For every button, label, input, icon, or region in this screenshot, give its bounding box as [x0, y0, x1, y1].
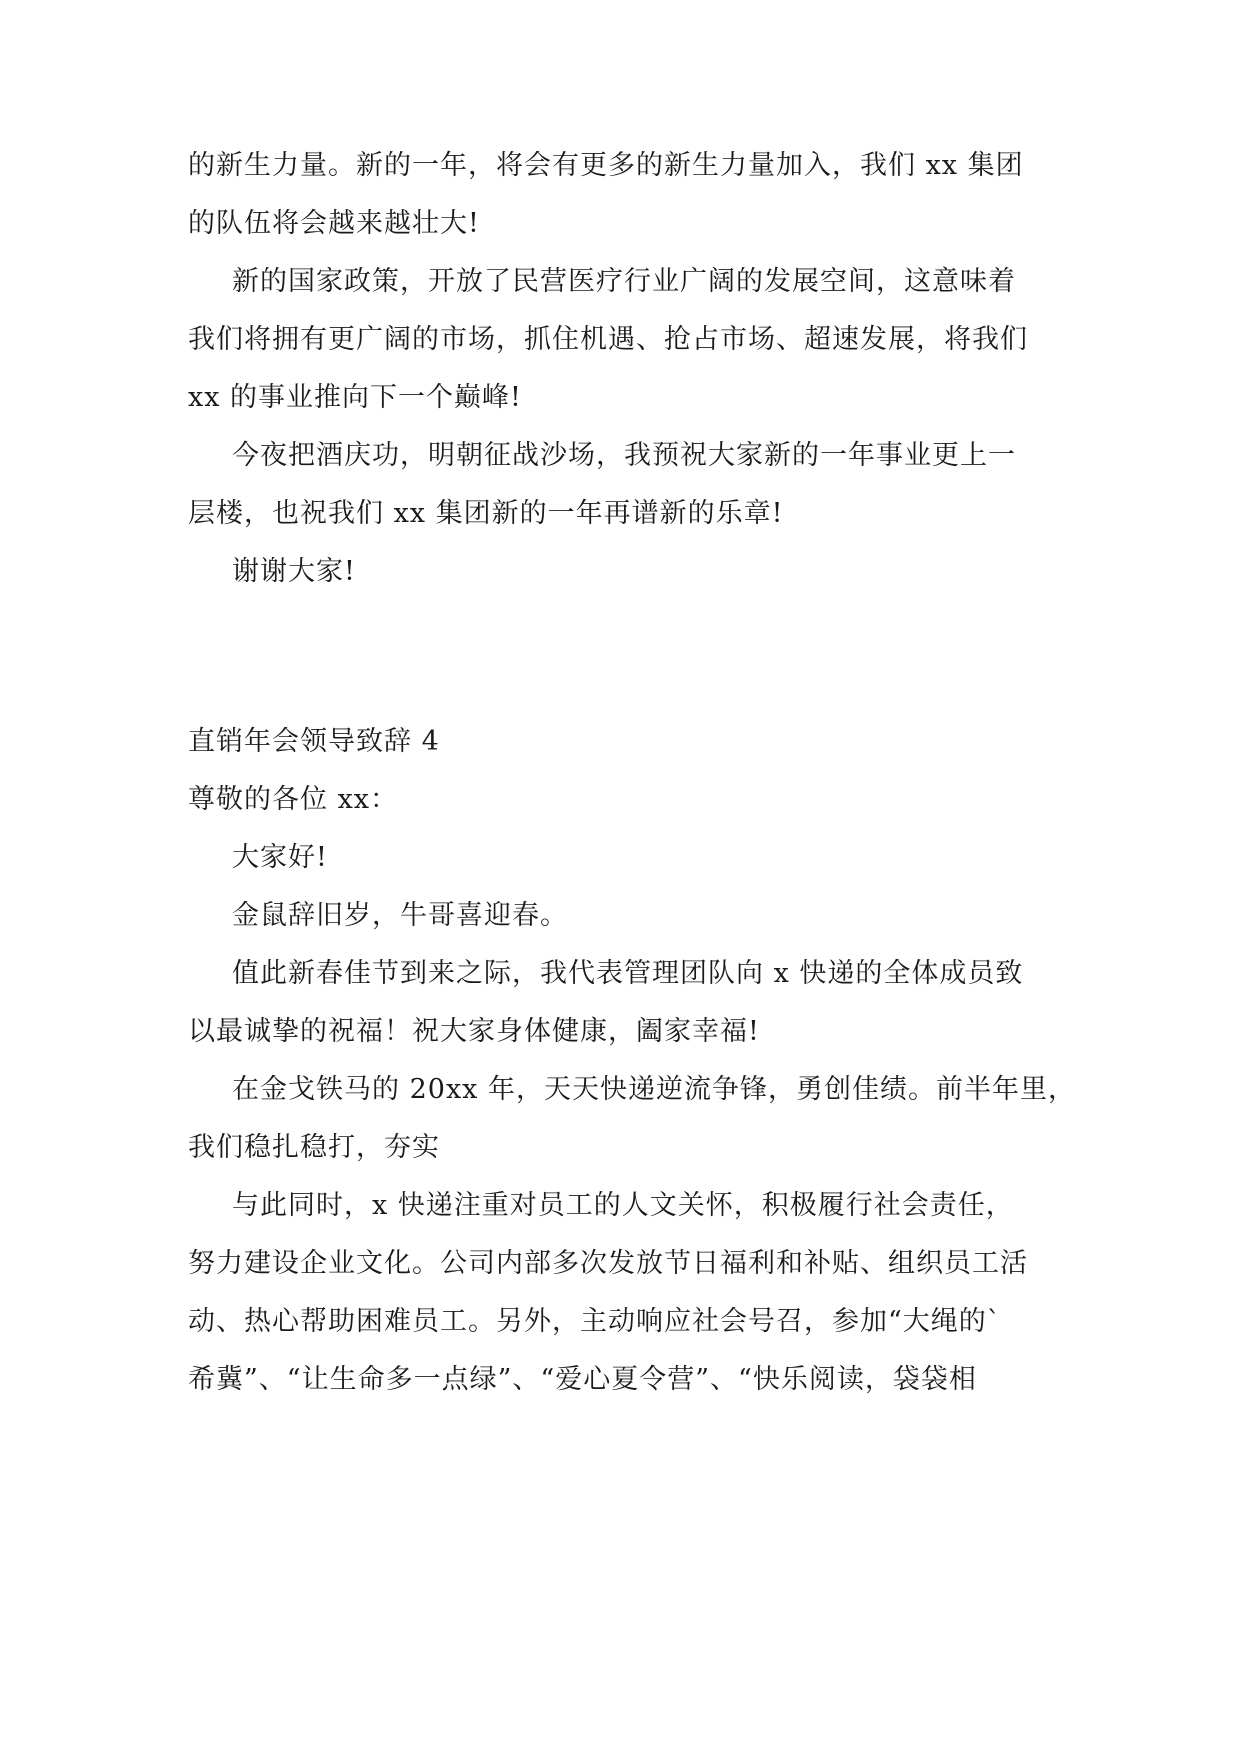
section-title: 直销年会领导致辞 4: [188, 726, 440, 757]
greeting-line: 大家好!: [232, 842, 328, 873]
paragraph-line: xx 的事业推向下一个巅峰!: [188, 382, 522, 413]
closing-line: 谢谢大家!: [232, 556, 356, 587]
paragraph-line: 金鼠辞旧岁，牛哥喜迎春。: [232, 900, 568, 931]
paragraph-line: 希冀”、“让生命多一点绿”、“爱心夏令营”、“快乐阅读，袋袋相: [188, 1364, 977, 1395]
paragraph-line: 在金戈铁马的 20xx 年，天天快递逆流争锋，勇创佳绩。前半年里，: [232, 1074, 1076, 1105]
paragraph-line: 与此同时，x 快递注重对员工的人文关怀，积极履行社会责任，: [232, 1190, 1014, 1221]
paragraph-line: 值此新春佳节到来之际，我代表管理团队向 x 快递的全体成员致: [232, 958, 1024, 989]
paragraph-line: 我们将拥有更广阔的市场，抓住机遇、抢占市场、超速发展，将我们: [188, 324, 1028, 355]
paragraph-line: 以最诚挚的祝福！祝大家身体健康，阖家幸福!: [188, 1016, 760, 1047]
paragraph-line: 层楼，也祝我们 xx 集团新的一年再谱新的乐章!: [188, 498, 784, 529]
salutation: 尊敬的各位 xx：: [188, 784, 399, 815]
paragraph-line: 今夜把酒庆功，明朝征战沙场，我预祝大家新的一年事业更上一: [232, 440, 1016, 471]
paragraph-line: 的新生力量。新的一年，将会有更多的新生力量加入，我们 xx 集团: [188, 150, 1024, 181]
paragraph-line: 新的国家政策，开放了民营医疗行业广阔的发展空间，这意味着: [232, 266, 1016, 297]
paragraph-line: 我们稳扎稳打，夯实: [188, 1132, 440, 1163]
paragraph-line: 努力建设企业文化。公司内部多次发放节日福利和补贴、组织员工活: [188, 1248, 1028, 1279]
paragraph-line: 动、热心帮助困难员工。另外，主动响应社会号召，参加“大绳的`: [188, 1306, 1002, 1337]
paragraph-line: 的队伍将会越来越壮大!: [188, 208, 480, 239]
